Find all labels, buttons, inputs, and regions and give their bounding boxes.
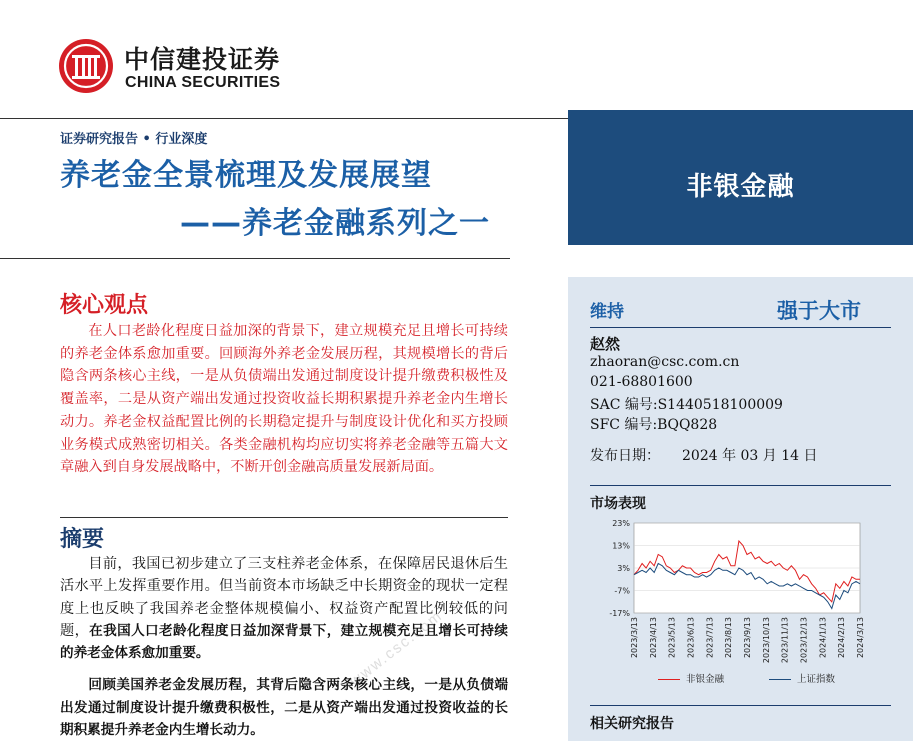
publish-date-value: 2024 年 03 月 14 日 (682, 448, 818, 464)
rating-label: 维持 (590, 302, 624, 322)
csc-logo-icon (58, 38, 114, 94)
chart-x-tick-label: 2023/10/13 (761, 617, 771, 664)
brand-name-en: CHINA SECURITIES (125, 74, 281, 91)
summary-paragraph-1 (60, 553, 508, 664)
core-view-heading: 核心观点 (60, 293, 149, 318)
legend-label-1: 非银金融 (686, 674, 725, 685)
info-panel (568, 277, 913, 741)
chart-x-tick-label: 2024/1/13 (818, 617, 828, 659)
report-subtitle: ——养老金融系列之一 (180, 206, 490, 241)
market-chart (590, 517, 890, 689)
legend-label-2: 上证指数 (797, 674, 836, 685)
publish-date-label: 发布日期： (590, 448, 660, 464)
related-divider (590, 705, 891, 706)
chart-y-tick-label: -17% (609, 609, 630, 618)
analyst-name: 赵然 (590, 335, 621, 353)
market-divider (590, 485, 891, 486)
title-divider (0, 258, 510, 259)
sector-label: 非银金融 (686, 172, 795, 202)
summary-paragraph-2 (60, 674, 508, 741)
brand-name-cn: 中信建投证券 (124, 45, 281, 74)
related-reports-heading: 相关研究报告 (590, 716, 674, 732)
section-divider (60, 517, 508, 518)
legend-item-2 (769, 671, 835, 685)
analyst-sfc: SFC 编号:BQQ828 (590, 417, 718, 433)
core-view-body (60, 320, 508, 479)
chart-x-tick-label: 2023/11/13 (780, 617, 790, 664)
chart-x-tick-label: 2024/2/13 (837, 617, 847, 659)
chart-x-tick-label: 2023/9/13 (743, 617, 752, 659)
analyst-phone: 021-68801600 (590, 374, 693, 390)
publish-date (590, 445, 818, 465)
chart-legend (658, 671, 877, 685)
summary-p2-emphasis: 回顾美国养老金发展历程，其背后隐含两条核心主线，一是从负债端出发通过制度设计提升缴费积极性，二是从资产端出发通过投资收益的长期积累提升养老金内生增长动力。 (60, 677, 508, 739)
chart-x-tick-label: 2023/4/13 (648, 617, 658, 659)
chart-x-tick-label: 2023/6/13 (686, 617, 696, 659)
summary-p1-text: 目前，我国已初步建立了三支柱养老金体系，在保障居民退休后生活水平上发挥重要作用。但当前资本市场缺乏中长期资金的现状一定程度上也反映了我国养老金整体规模偏小、权益资产配置比例较低的问题， (60, 556, 508, 639)
summary-body (60, 553, 508, 741)
report-type-label: 证券研究报告 • 行业深度 (60, 132, 208, 147)
sector-banner (568, 110, 913, 245)
rating-view: 强于大市 (777, 299, 861, 323)
chart-y-tick-label: -7% (614, 586, 630, 596)
analyst-sac: SAC 编号:S1440518100009 (590, 397, 783, 413)
chart-x-tick-label: 2023/8/13 (724, 617, 734, 659)
watermark: www.csc.com (346, 607, 447, 690)
summary-heading: 摘要 (60, 527, 105, 552)
header-divider (0, 118, 568, 119)
legend-swatch-2 (769, 679, 791, 680)
summary-p1-emphasis: 在我国人口老龄化程度日益加深背景下，建立规模充足且增长可持续的养老金体系愈加重要。 (60, 622, 508, 662)
chart-x-tick-label: 2024/3/13 (856, 617, 865, 659)
chart-x-tick-label: 2023/7/13 (705, 617, 715, 659)
chart-y-tick-label: 23% (612, 519, 630, 528)
chart-y-tick-label: 3% (617, 564, 630, 573)
chart-x-tick-label: 2023/5/13 (667, 617, 677, 659)
chart-x-tick-label: 2023/12/13 (799, 617, 809, 664)
rating-divider (590, 327, 891, 328)
analyst-email[interactable]: zhaoran@csc.com.cn (590, 354, 740, 370)
core-view-text: 在人口老龄化程度日益加深的背景下，建立规模充足且增长可持续的养老金体系愈加重要。回顾海外养老金发展历程，其规模增长的背后隐含两条核心主线，一是从负债端出发通过制度设计提升缴费积极性及覆盖率，二是从资产端出发通过投资收益长期积累提升养老金内生增长动力。养老金权益配置比例的长期稳定提升与制度设计优化和买方投顾业务模式成熟密切相关。各类金融机构均应切实将养老金融等五篇大文章融入到自身发展战略中，不断开创金融高质量发展新局面。 (60, 323, 508, 476)
legend-item-1 (658, 671, 724, 685)
chart-y-tick-label: 13% (612, 541, 630, 551)
chart-x-tick-label: 2023/3/13 (630, 617, 639, 659)
legend-swatch-1 (658, 679, 680, 680)
market-heading: 市场表现 (590, 496, 646, 512)
report-title: 养老金全景梳理及发展展望 (60, 158, 432, 193)
brand-logo (58, 38, 318, 98)
